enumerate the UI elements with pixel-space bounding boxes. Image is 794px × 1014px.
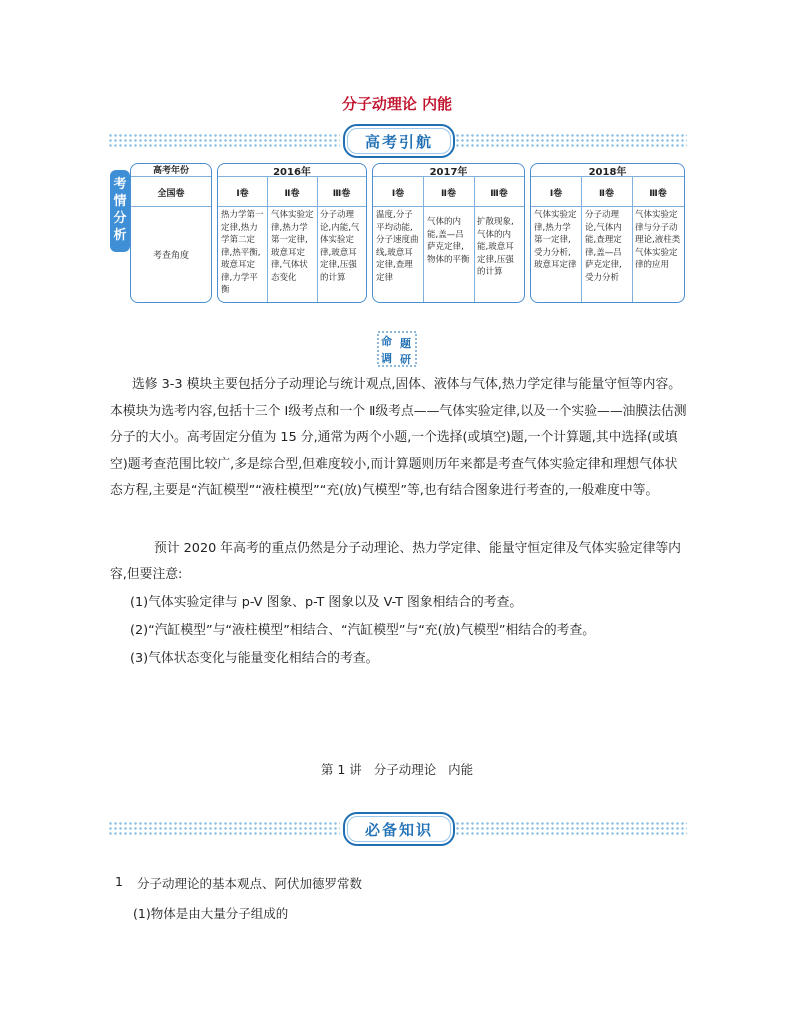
banner-dots-left [108, 133, 340, 147]
national-label: 全国卷 [157, 189, 185, 199]
paper-label: Ⅰ卷 [549, 189, 563, 199]
paper-label: Ⅱ卷 [599, 189, 614, 199]
section-subpoint: (1)物体是由大量分子组成的 [133, 906, 289, 921]
paper-label: Ⅲ卷 [649, 189, 667, 199]
banner-dots-right [455, 821, 687, 835]
badge-char: 调 [381, 352, 392, 365]
row-label: 考查角度 [152, 251, 189, 261]
predict-paragraph: 预计 2020 年高考的重点仍然是分子动理论、热力学定律、能量守恒定律及气体实验定律等内容,但要注意: [110, 541, 681, 582]
paper-label: Ⅱ卷 [284, 189, 300, 199]
point-3: (3)气体状态变化与能量变化相结合的考查。 [130, 651, 379, 666]
content-cell: 气体实验定律,热力学第一定律,受力分析,玻意耳定律 [534, 210, 577, 270]
content-cell: 扩散现象,气体的内能,玻意耳定律,压强的计算 [477, 217, 514, 277]
paper-label: Ⅲ卷 [332, 189, 351, 199]
year-label-2018: 2018年 [588, 167, 627, 178]
year-col-label: 高考年份 [152, 166, 189, 176]
research-badge [377, 331, 417, 367]
badge-char: 研 [400, 353, 411, 366]
year-label-2017: 2017年 [429, 167, 468, 178]
content-cell: 热力学第一定律,热力学第二定律,热平衡,玻意耳定律,力学平衡 [221, 210, 264, 295]
essential-knowledge-banner [343, 812, 455, 846]
exam-guide-banner-text: 高考引航 [364, 132, 433, 151]
document-title: 分子动理论 内能 [341, 95, 453, 113]
year-panel-2017 [372, 163, 525, 303]
essential-knowledge-banner-text: 必备知识 [364, 820, 433, 839]
content-cell: 分子动理论,内能,气体实验定律,玻意耳定律,压强的计算 [320, 210, 360, 283]
content-cell: 气体实验定律与分子动理论,液柱类气体实验定律的应用 [635, 210, 681, 270]
badge-char: 命 [381, 335, 392, 348]
year-panel-2018 [530, 163, 685, 303]
year-panel-2016 [217, 163, 367, 303]
national-panel [130, 163, 212, 303]
badge-char: 题 [400, 337, 411, 350]
banner-dots-right [455, 133, 687, 147]
paper-label: Ⅰ卷 [391, 189, 405, 199]
side-label-text: 考情分析 [113, 177, 127, 243]
content-cell: 气体的内能,盖—吕萨克定律,物体的平衡 [427, 217, 470, 265]
content-cell: 分子动理论,气体内能,查理定律,盖—吕萨克定律,受力分析 [585, 210, 622, 283]
banner-dots-left [108, 821, 340, 835]
paper-label: Ⅲ卷 [490, 189, 508, 199]
point-2: (2)“汽缸模型”与“液柱模型”相结合、“汽缸模型”与“充(放)气模型”相结合的考查。 [130, 623, 596, 638]
point-1: (1)气体实验定律与 p-V 图象、p-T 图象以及 V-T 图象相结合的考查。 [130, 595, 523, 610]
content-cell: 气体实验定律,热力学第一定律,玻意耳定律,气体状态变化 [271, 210, 314, 283]
section-title: 分子动理论的基本观点、阿伏加德罗常数 [137, 876, 363, 891]
paper-label: Ⅱ卷 [441, 189, 456, 199]
paper-label: Ⅰ卷 [236, 189, 249, 199]
year-label-2016: 2016年 [273, 167, 311, 178]
intro-paragraph: 选修 3-3 模块主要包括分子动理论与统计观点,固体、液体与气体,热力学定律与能量守恒等内容。本模块为选考内容,包括十三个 Ⅰ级考点和一个 Ⅱ级考点——气体实验定律,以及一个实验——油膜法估测分子的大小。高考固定分值为 15 分,通常为两个小题,一个选择(或填空)题,一个计算题,其中选择(或填空)题考查范围比较广,多是综合型,但难度较小,而计算题则历年来都是考查气体实验定律和理想气体状态方程,主要是“汽缸模型”“液柱模型”“充(放)气模型”等,也有结合图象进行考查的,一般难度中等。 [110, 377, 687, 498]
section-number: 1 [115, 874, 123, 889]
exam-guide-banner [343, 124, 455, 158]
content-cell: 温度,分子平均动能,分子速度曲线,玻意耳定律,查理定律 [376, 210, 419, 283]
lecture-title: 第 1 讲 分子动理论 内能 [320, 762, 474, 777]
side-label [110, 170, 130, 252]
